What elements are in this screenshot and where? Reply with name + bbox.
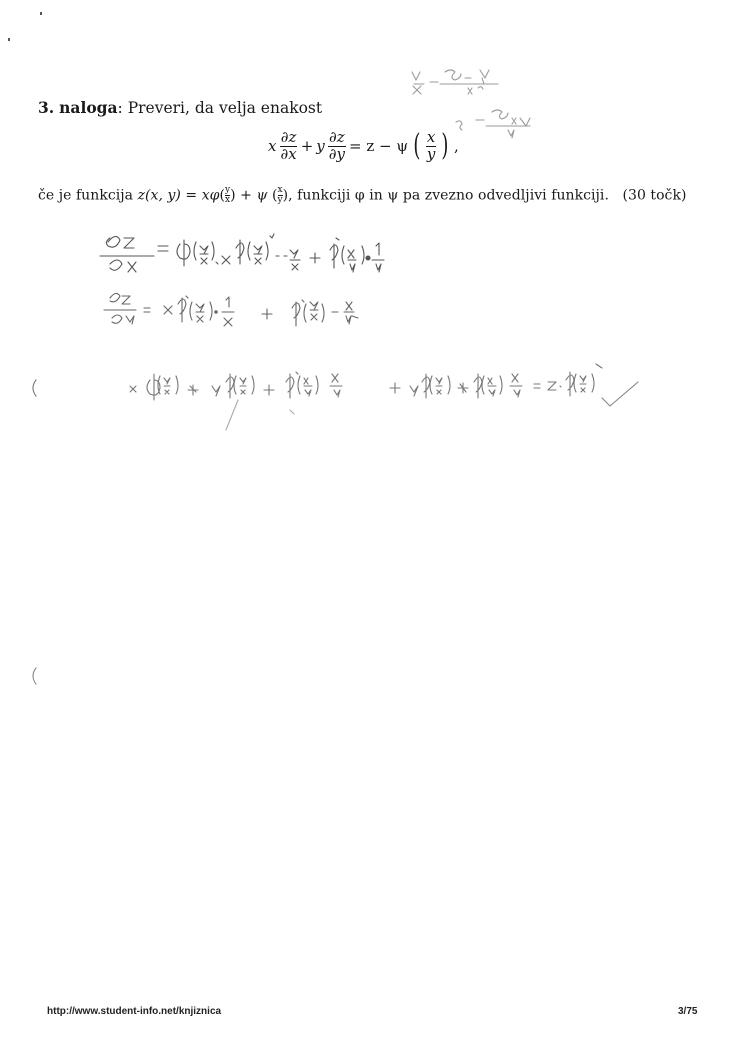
frac2-den: y <box>277 195 283 205</box>
condition-rest: , funkciji φ in ψ pa zvezno odvedljivi funkciji. <box>288 187 609 204</box>
condition-z: z(x, y) = xφ <box>137 187 220 204</box>
lparen-2: ( <box>272 187 278 204</box>
points-label: (30 točk) <box>622 187 687 204</box>
frac-num: x <box>426 128 436 146</box>
formula-plus: + <box>300 137 314 156</box>
footer-page-number: 3/75 <box>678 1006 698 1017</box>
task-keyword: naloga <box>59 98 118 117</box>
margin-scribble <box>412 70 530 138</box>
left-paren: ( <box>413 128 421 164</box>
partial-z-num-2: ∂z <box>329 128 345 146</box>
rparen-2: ) <box>282 187 289 204</box>
partial-y-den: ∂y <box>328 144 345 163</box>
partial-x-den: ∂x <box>280 144 297 163</box>
footer-url: http://www.student-info.net/knjiznica <box>47 1006 222 1017</box>
condition-intro: če je funkcija <box>38 187 138 204</box>
formula-rhs: = z − ψ <box>348 137 409 156</box>
right-paren: ) <box>441 128 449 164</box>
formula-comma: , <box>454 137 459 156</box>
frac1-num: y <box>225 185 231 195</box>
hand-line-1 <box>100 234 384 272</box>
margin-bracket <box>33 668 36 684</box>
frac1-den: x <box>225 195 231 205</box>
lparen-1: ( <box>219 187 226 204</box>
rparen-1: ) <box>230 187 236 204</box>
condition-psi: + ψ <box>235 187 268 204</box>
formula-x: x <box>268 137 277 156</box>
hand-line-2 <box>104 293 358 326</box>
frac2-num: x <box>277 185 283 195</box>
hand-line-3 <box>33 364 638 430</box>
formula-y: y <box>316 137 325 156</box>
partial-z-num: ∂z <box>280 128 297 146</box>
task-number: 3. <box>38 98 55 117</box>
task-text: : Preveri, da velja enakost <box>117 99 323 117</box>
frac-den: y <box>426 144 436 163</box>
